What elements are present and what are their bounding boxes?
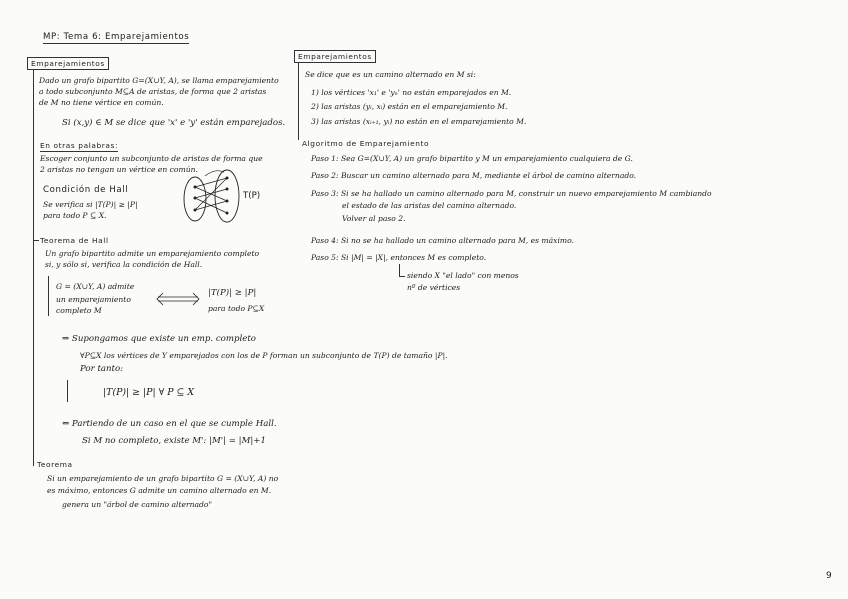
other-words-line-1: Escoger conjunto un subconjunto de aristas de forma que [40, 154, 263, 163]
hall-theorem-heading: Teorema de Hall [40, 236, 109, 245]
algorithm-heading: Algoritmo de Emparejamiento [302, 139, 430, 148]
step5-note-hook-foot [399, 276, 405, 277]
definition-line-2: a todo subconjunto M⊆A de aristas, de forma que 2 aristas [39, 87, 267, 96]
proof-backward-2: Si M no completo, existe M': |M'| = |M|+1 [82, 436, 266, 446]
condition-2: 2) las aristas (yᵢ, xᵢ) están en el emparejamiento M. [311, 102, 508, 111]
theorem-line-2: es máximo, entonces G admite un camino alternado en M. [47, 486, 272, 495]
proof-formula: |T(P)| ≥ |P| ∀ P ⊆ X [103, 387, 195, 398]
condition-1: 1) los vértices 'x₁' e 'yₙ' no están emparejados en M. [311, 88, 512, 97]
other-words-line-2: 2 aristas no tengan un vértice en común. [40, 165, 198, 174]
hall-theorem-line-2: si, y sólo si, verifica la condición de Hall. [45, 260, 203, 269]
condition-3: 3) las aristas (xᵢ₊₁, yᵢ) no están en el emparejamiento M. [311, 117, 527, 126]
right-bracket-line [298, 62, 299, 140]
definition-note: Si (x,y) ∈ M se dice que 'x' e 'y' están emparejados. [62, 118, 286, 128]
step-1: Paso 1: Sea G=(X∪Y, A) un grafo bipartito y M un emparejamiento cualquiera de G. [311, 154, 633, 163]
alternating-path-intro: Se dice que es un camino alternado en M si: [305, 70, 476, 79]
step-4: Paso 4: Si no se ha hallado un camino alternado para M, es máximo. [311, 236, 574, 245]
theorem-heading: Teorema [37, 460, 73, 469]
page-title: MP: Tema 6: Emparejamientos [43, 32, 190, 42]
step-3: Paso 3: Si se ha hallado un camino alternado para M, construir un nuevo emparejamiento M cambiando [311, 189, 712, 198]
hall-condition-line-2: para todo P ⊆ X. [43, 211, 107, 220]
proof-left-bar [67, 380, 68, 402]
hall-condition-label: Condición de Hall [43, 185, 129, 195]
proof-backward-1: ⇐ Partiendo de un caso en el que se cumple Hall. [62, 419, 277, 429]
page-number: 9 [826, 571, 832, 581]
proof-forward-3: Por tanto: [80, 364, 124, 374]
proof-forward-1: ⇒ Supongamos que existe un emp. completo [62, 334, 256, 344]
step-5: Paso 5: Si |M| = |X|, entonces M es completo. [311, 253, 487, 262]
definition-line-1: Dado un grafo bipartito G=(X∪Y, A), se llama emparejamiento [39, 76, 279, 85]
other-words-heading: En otras palabras: [40, 141, 119, 150]
step-3-back: Volver al paso 2. [342, 214, 406, 223]
theorem-line-1: Si un emparejamiento de un grafo bipartito G = (X∪Y, A) no [47, 474, 279, 483]
step5-note-hook [399, 264, 400, 276]
step-3-cont: el estado de las aristas del camino alternado. [342, 201, 517, 210]
proof-forward-2: ∀P⊆X los vértices de Y emparejados con los de P forman un subconjunto de T(P) de tamaño |P|. [80, 351, 448, 360]
step-5-note-1: siendo X "el lado" con menos [407, 271, 519, 280]
step-5-note-2: nº de vértices [407, 283, 461, 292]
equiv-right-1: |T(P)| ≥ |P| [208, 288, 257, 298]
equiv-left-2: un emparejamiento [56, 295, 131, 304]
hall-condition-line-1: Se verifica si |T(P)| ≥ |P| [43, 200, 138, 209]
equiv-right-2: para todo P⊆X [208, 304, 265, 313]
emparejamientos-heading-right: Emparejamientos [294, 50, 376, 63]
hall-theorem-line-1: Un grafo bipartito admite un emparejamiento completo [45, 249, 260, 258]
diagram-tp-label: T(P) [243, 191, 261, 201]
emparejamientos-heading-left: Emparejamientos [27, 57, 109, 70]
definition-line-3: de M no tiene vértice en común. [39, 98, 164, 107]
step-2: Paso 2: Buscar un camino alternado para M, mediante el árbol de camino alternado. [311, 171, 637, 180]
theorem-line-3: genera un "árbol de camino alternado" [62, 500, 212, 509]
equiv-left-3: completo M [56, 306, 102, 315]
equiv-left-1: G = (X∪Y, A) admite [56, 282, 135, 291]
